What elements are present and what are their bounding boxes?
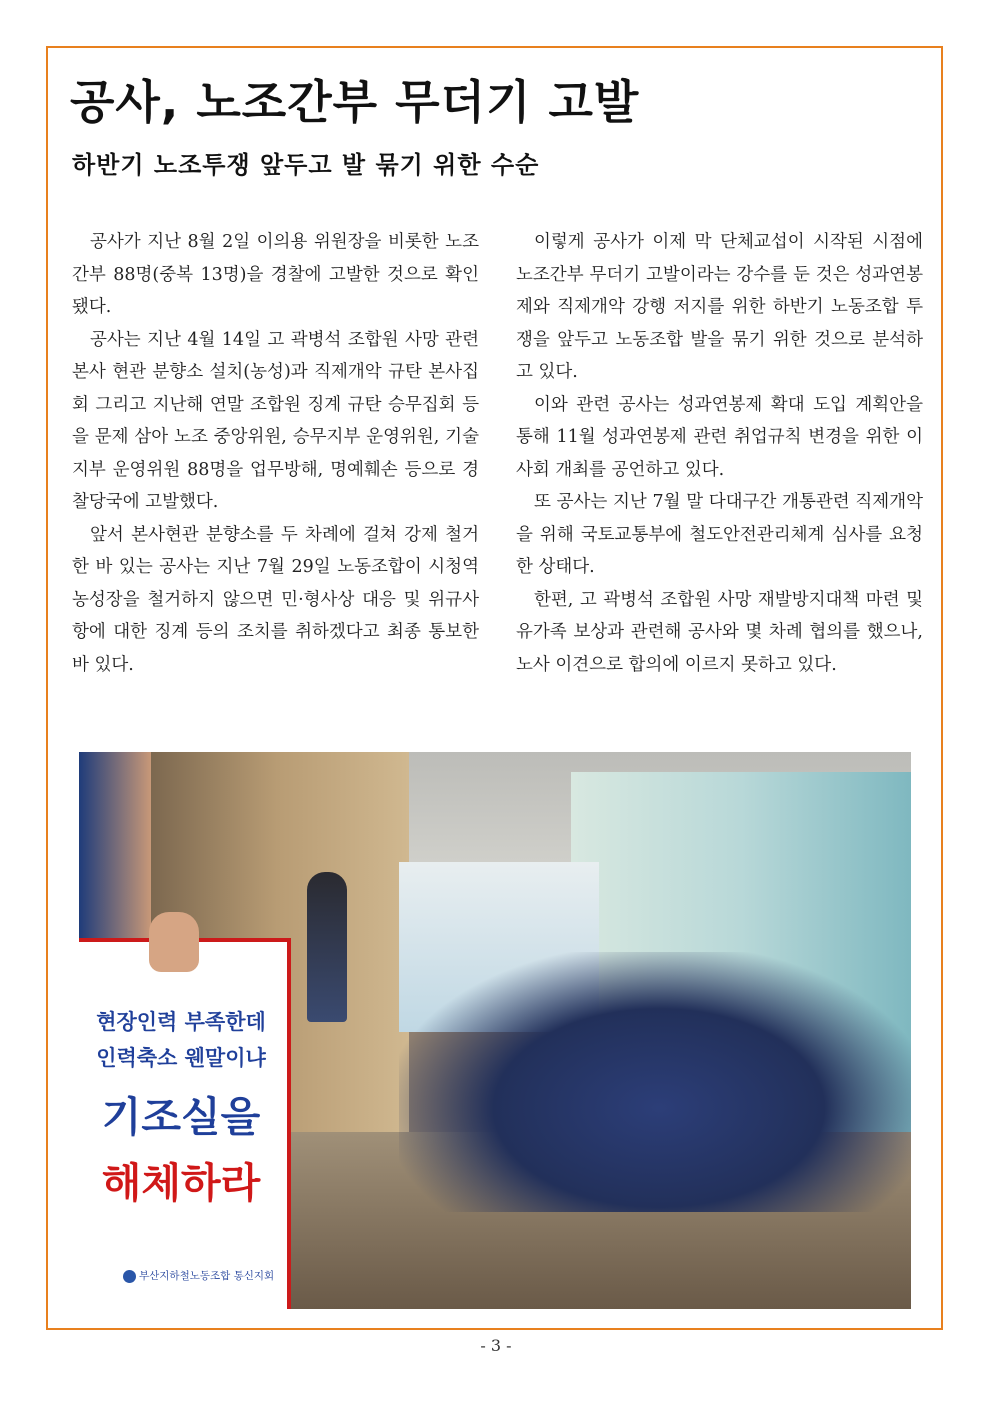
photo-standing-person: [307, 872, 347, 1022]
paragraph: 앞서 본사현관 분향소를 두 차례에 걸쳐 강제 철거한 바 있는 공사는 지난 7월 29일 노동조합이 시청역 농성장을 철거하지 않으면 민·형사상 대응 및 위규사항에 대한 징계 등의 조치를 취하겠다고 최종 통보한 바 있다.: [72, 524, 479, 675]
paragraph: 이와 관련 공사는 성과연봉제 확대 도입 계획안을 통해 11월 성과연봉제 관련 취업규칙 변경을 위한 이사회 개최를 공언하고 있다.: [516, 394, 923, 480]
paragraph: 한편, 고 곽병석 조합원 사망 재발방지대책 마련 및 유가족 보상과 관련해 공사와 몇 차례 협의를 했으나, 노사 이견으로 합의에 이르지 못하고 있다.: [516, 589, 923, 675]
photo-seated-crowd: [399, 952, 911, 1212]
union-logo-icon: [123, 1270, 136, 1283]
page-number: - 3 -: [480, 1336, 512, 1355]
protest-photo: [79, 752, 911, 1309]
paragraph: 공사가 지난 8월 2일 이의용 위원장을 비롯한 노조간부 88명(중복 13명)을 경찰에 고발한 것으로 확인됐다.: [72, 232, 479, 317]
paragraph: 또 공사는 지난 7월 말 다대구간 개통관련 직제개악을 위해 국토교통부에 철도안전관리체계 심사를 요청한 상태다.: [516, 492, 923, 577]
sign-text-line2: 인력축소 웬말이냐: [96, 1046, 266, 1070]
sign-organization: 부산지하철노동조합 통신지회: [139, 1270, 275, 1282]
paragraph: 이렇게 공사가 이제 막 단체교섭이 시작된 시점에 노조간부 무더기 고발이라는 강수를 둔 것은 성과연봉제와 직제개악 강행 저지를 위한 하반기 노동조합 투쟁을 앞두고 노동조합 발을 묶기 위한 것으로 분석하고 있다.: [516, 232, 923, 382]
protest-sign: [79, 938, 291, 1309]
headline: 공사, 노조간부 무더기 고발: [70, 75, 640, 129]
article-column-right: [516, 226, 923, 681]
article-column-left: [72, 226, 479, 681]
sign-text-line4: 해체하라: [101, 1159, 261, 1207]
subheadline: 하반기 노조투쟁 앞두고 발 묶기 위한 수순: [72, 151, 540, 179]
sign-text-line3: 기조실을: [101, 1093, 261, 1141]
photo-hand: [149, 912, 199, 972]
paragraph: 공사는 지난 4월 14일 고 곽병석 조합원 사망 관련 본사 현관 분향소 설치(농성)과 직제개악 규탄 본사집회 그리고 지난해 연말 조합원 징계 규탄 승무집회 등을 문제 삼아 노조 중앙위원, 승무지부 운영위원, 기술지부 운영위원 88명을 업무방해, 명예훼손 등으로 경찰당국에 고발했다.: [72, 329, 479, 512]
sign-text-line1: 현장인력 부족한데: [96, 1010, 266, 1034]
